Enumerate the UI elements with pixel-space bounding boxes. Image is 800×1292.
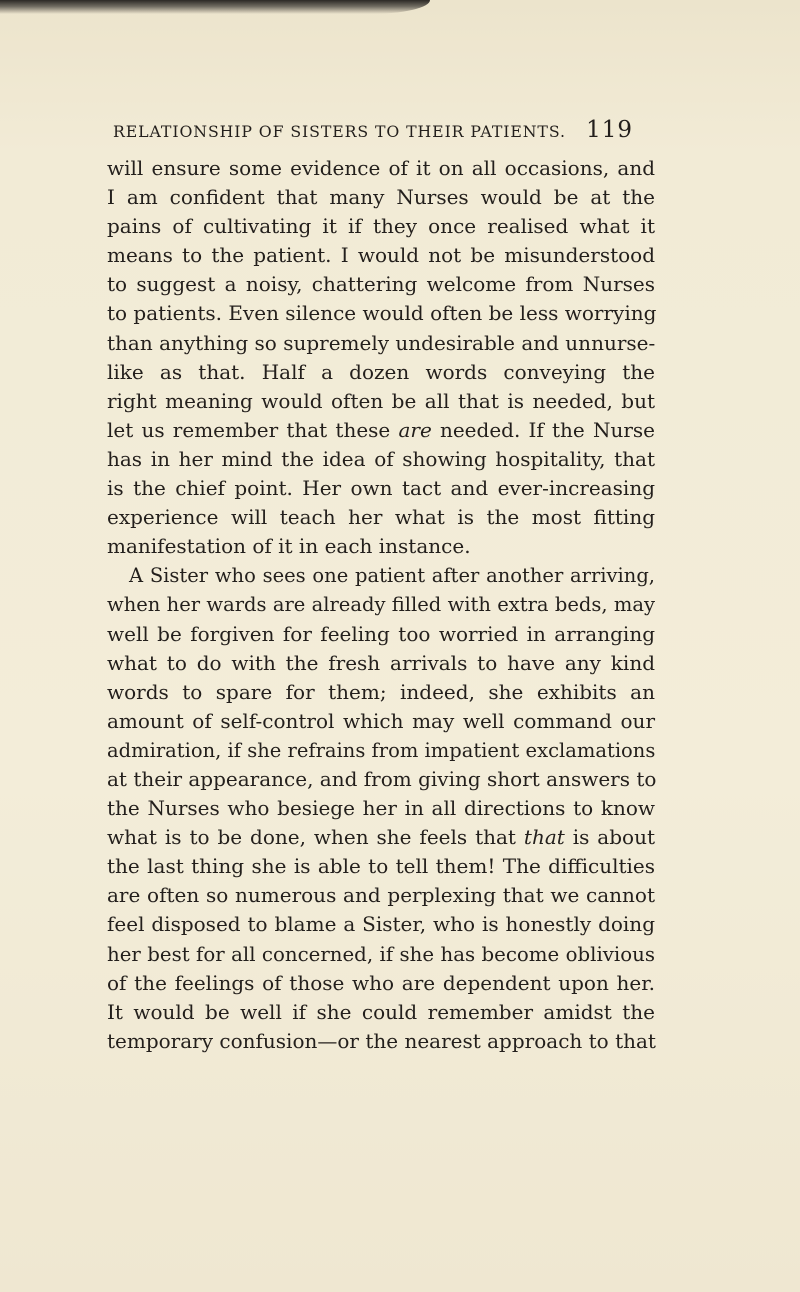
text-segment: let us remember that these <box>107 417 399 442</box>
text-line: means to the patient. I would not be misunderstood <box>107 243 655 268</box>
text-line: than anything so supremely undesirable and unnurse- <box>107 330 656 355</box>
text-line: when her wards are already filled with extra beds, may <box>107 593 655 617</box>
text-line: the last thing she is able to tell them! The difficulties <box>107 854 655 879</box>
text-line: will ensure some evidence of it on all occasions, and <box>107 156 655 180</box>
text-line: are often so numerous and perplexing that we cannot <box>107 883 655 908</box>
italic-emphasis: are <box>398 417 432 442</box>
text-line: experience will teach her what is the most fitting <box>107 505 655 530</box>
text-line: words to spare for them; indeed, she exhibits an <box>107 679 655 704</box>
text-line: right meaning would often be all that is needed, but <box>107 388 655 413</box>
text-line: temporary confusion—or the nearest approach to that <box>107 1028 656 1053</box>
text-line: like as that. Half a dozen words conveying the <box>107 359 655 384</box>
text-line: feel disposed to blame a Sister, who is honestly doing <box>107 912 655 937</box>
text-line: pains of cultivating it if they once realised what it <box>107 214 655 239</box>
text-line: has in her mind the idea of showing hospitality, that <box>107 446 655 471</box>
text-segment: is about <box>564 825 655 850</box>
text-segment: needed. If the Nurse <box>431 417 655 442</box>
text-line: to suggest a noisy, chattering welcome from Nurses <box>107 272 655 297</box>
text-line: I am confident that many Nurses would be at the <box>107 185 655 210</box>
text-line: well be forgiven for feeling too worried in arranging <box>107 621 655 646</box>
text-line: what to do with the fresh arrivals to have any kind <box>107 650 655 675</box>
body-text <box>107 154 655 1056</box>
italic-emphasis: that <box>523 825 565 850</box>
text-line: manifestation of it in each instance. <box>107 534 471 559</box>
page-number: 119 <box>586 117 633 143</box>
paragraph-start-line: A Sister who sees one patient after another arriving, <box>129 564 655 588</box>
text-line: of the feelings of those who are dependent upon her. <box>107 970 655 995</box>
text-line: to patients. Even silence would often be less worrying <box>107 301 657 326</box>
running-head <box>113 119 633 149</box>
text-line: her best for all concerned, if she has become oblivious <box>107 942 655 966</box>
text-line: admiration, if she refrains from impatient exclamations <box>107 738 656 762</box>
text-line <box>107 823 655 852</box>
running-title: RELATIONSHIP OF SISTERS TO THEIR PATIENTS. <box>113 122 566 141</box>
page-edge-shadow <box>0 0 430 14</box>
text-segment: what is to be done, when she feels that <box>107 825 524 850</box>
text-line: amount of self-control which may well command our <box>107 708 655 733</box>
text-line: at their appearance, and from giving short answers to <box>107 766 657 791</box>
text-line: It would be well if she could remember amidst the <box>107 999 655 1024</box>
text-line <box>107 416 655 445</box>
text-line: the Nurses who besiege her in all directions to know <box>107 796 655 821</box>
text-line: is the chief point. Her own tact and ever-increasing <box>107 476 655 501</box>
